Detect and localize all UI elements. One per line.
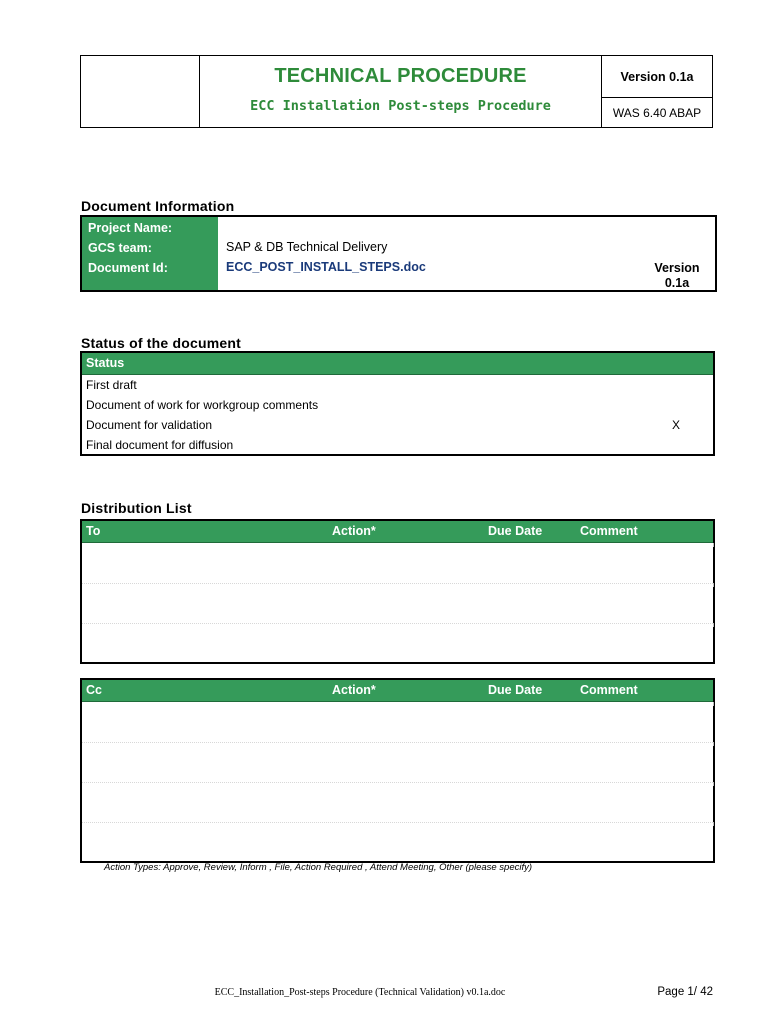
to-table-header (82, 521, 713, 543)
label-gcs-team: GCS team: (88, 241, 152, 255)
document-header (80, 55, 713, 128)
col-comment: Comment (580, 524, 638, 538)
row-divider (82, 822, 713, 823)
docinfo-values (218, 217, 715, 290)
header-version-cell (602, 56, 712, 127)
version-number: 0.1a (664, 276, 690, 290)
row-divider (82, 782, 713, 783)
status-row-label: Document of work for workgroup comments (86, 398, 319, 412)
version-label: Version (654, 261, 700, 275)
value-document-id: ECC_POST_INSTALL_STEPS.doc (226, 260, 426, 274)
col-action: Action* (332, 683, 376, 697)
row-divider (82, 742, 713, 743)
header-version: Version 0.1a (602, 56, 712, 98)
status-section-title: Status of the document (81, 335, 241, 351)
logo-cell (81, 56, 200, 127)
row-tick (713, 822, 714, 826)
col-due-date: Due Date (488, 524, 543, 538)
col-due-date: Due Date (488, 683, 543, 697)
status-row-label: Final document for diffusion (86, 438, 234, 452)
action-types-note: Action Types: Approve, Review, Inform , File, Action Required , Attend Meeting, Other (please specify) (104, 862, 533, 873)
status-row (82, 395, 713, 415)
col-action: Action* (332, 524, 376, 538)
status-row (82, 415, 713, 435)
header-title: TECHNICAL PROCEDURE (274, 65, 527, 87)
label-document-id: Document Id: (88, 261, 168, 275)
cc-table-body (82, 702, 713, 862)
col-comment: Comment (580, 683, 638, 697)
distribution-list-title: Distribution List (81, 500, 192, 516)
status-row (82, 375, 713, 395)
distribution-cc-table (80, 678, 715, 863)
cc-table-header (82, 680, 713, 702)
row-divider (82, 623, 713, 624)
document-information-title: Document Information (81, 198, 235, 214)
status-table (80, 351, 715, 456)
row-tick (713, 583, 714, 587)
document-information-table (80, 215, 717, 292)
row-tick (713, 782, 714, 786)
value-gcs-team: SAP & DB Technical Delivery (226, 240, 388, 254)
status-row-mark: X (672, 418, 681, 432)
footer-page-number: Page 1/ 42 (657, 986, 713, 998)
to-table-body (82, 543, 713, 663)
status-row (82, 435, 713, 455)
label-project-name: Project Name: (88, 221, 173, 235)
row-tick (713, 543, 714, 547)
row-tick (713, 623, 714, 627)
status-header: Status (82, 353, 713, 375)
status-row-label: Document for validation (86, 418, 213, 432)
docinfo-labels (82, 217, 218, 290)
header-subtitle: ECC Installation Post-steps Procedure (250, 98, 551, 114)
col-to: To (86, 524, 101, 538)
col-cc: Cc (86, 683, 102, 697)
value-document-version (649, 261, 705, 291)
row-tick (713, 742, 714, 746)
footer-filename: ECC_Installation_Post-steps Procedure (Technical Validation) v0.1a.doc (214, 987, 506, 998)
status-row-label: First draft (86, 378, 137, 392)
row-divider (82, 583, 713, 584)
header-system: WAS 6.40 ABAP (612, 105, 702, 120)
distribution-to-table (80, 519, 715, 664)
header-title-cell (200, 56, 602, 127)
row-tick (713, 702, 714, 706)
